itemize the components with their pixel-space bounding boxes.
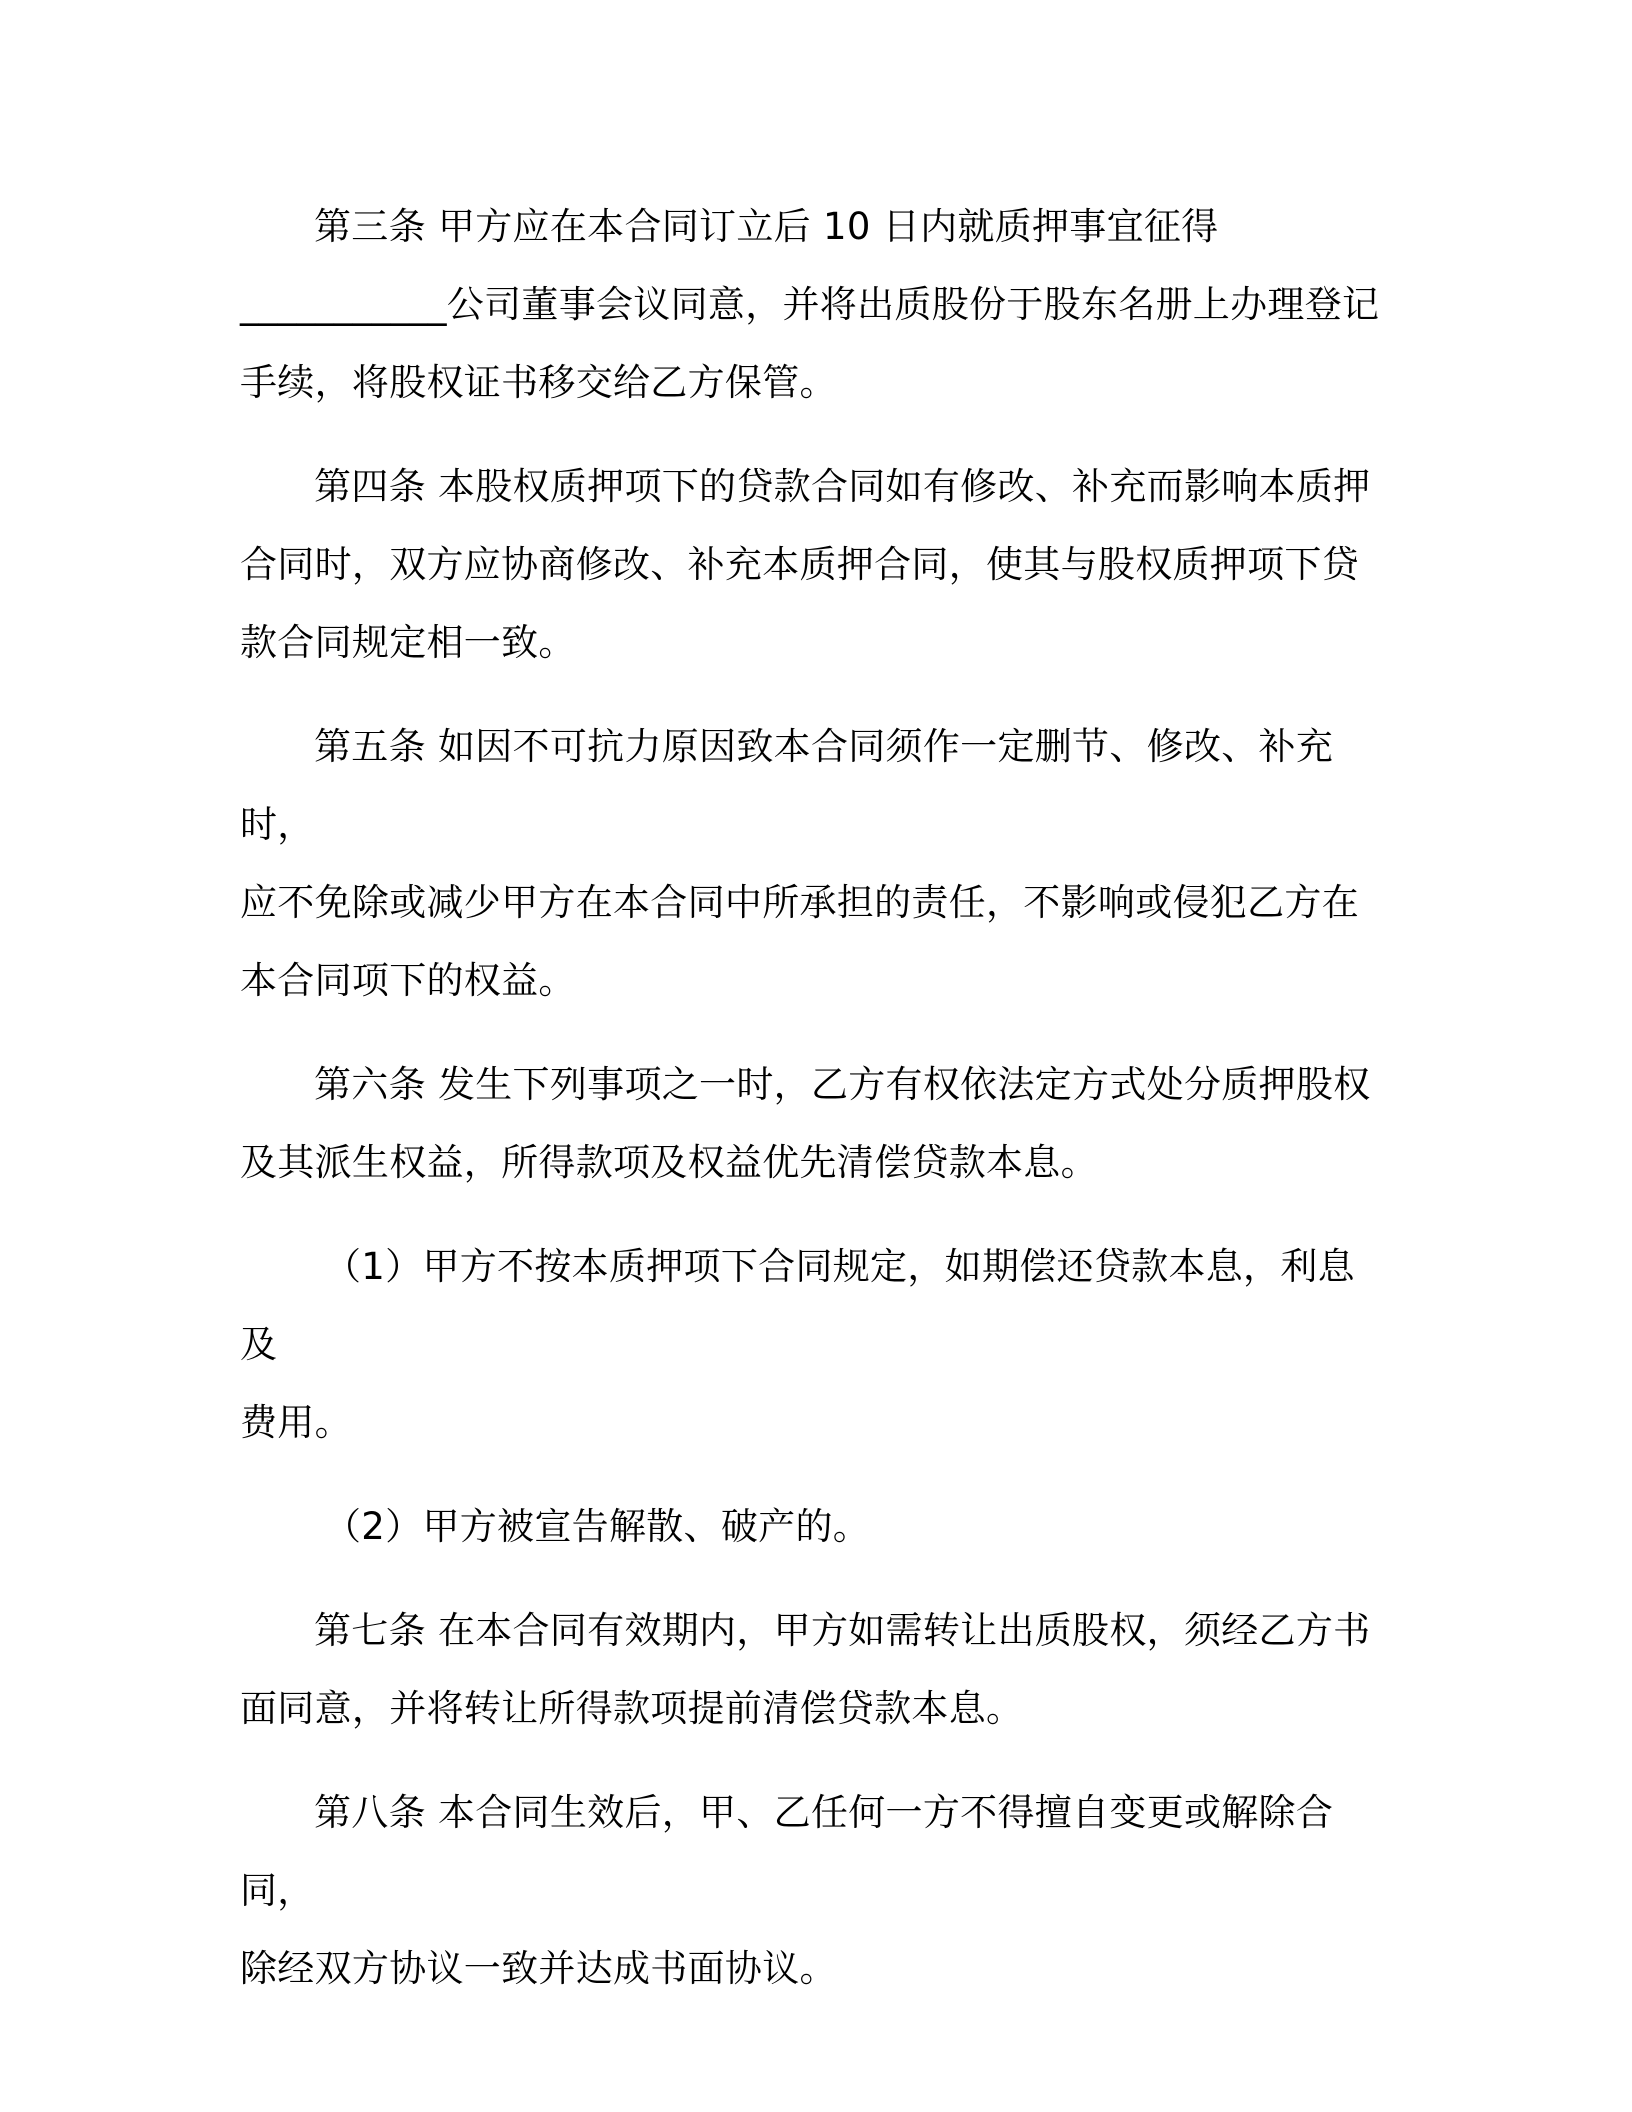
article-3-line-3: 手续，将股权证书移交给乙方保管。 xyxy=(240,361,837,404)
article-5-line-3: 本合同项下的权益。 xyxy=(240,959,576,1002)
article-3-line-2: ___________公司董事会议同意，并将出质股份于股东名册上办理登记 xyxy=(240,283,1380,326)
article-5-line-2: 应不免除或减少甲方在本合同中所承担的责任，不影响或侵犯乙方在 xyxy=(240,881,1359,924)
article-7 xyxy=(240,1592,1392,1748)
article-8-line-1: 第八条 本合同生效后，甲、乙任何一方不得擅自变更或解除合同， xyxy=(240,1791,1334,1912)
article-4-line-2: 合同时，双方应协商修改、补充本质押合同，使其与股权质押项下贷 xyxy=(240,543,1359,586)
article-6-item-1-line-2: 费用。 xyxy=(240,1401,352,1444)
document-body xyxy=(240,188,1392,2034)
article-6-line-1: 第六条 发生下列事项之一时，乙方有权依法定方式处分质押股权 xyxy=(314,1063,1371,1106)
article-4-line-3: 款合同规定相一致。 xyxy=(240,621,576,664)
article-8-line-2: 除经双方协议一致并达成书面协议。 xyxy=(240,1947,837,1990)
article-6-item-1-line-1: （1）甲方不按本质押项下合同规定，如期偿还贷款本息，利息及 xyxy=(240,1245,1355,1366)
article-4 xyxy=(240,448,1392,682)
article-6-item-2-line-1: （2）甲方被宣告解散、破产的。 xyxy=(324,1505,871,1548)
article-7-line-2: 面同意，并将转让所得款项提前清偿贷款本息。 xyxy=(240,1687,1024,1730)
article-8 xyxy=(240,1774,1392,2008)
article-6-line-2: 及其派生权益，所得款项及权益优先清偿贷款本息。 xyxy=(240,1141,1098,1184)
article-7-line-1: 第七条 在本合同有效期内，甲方如需转让出质股权，须经乙方书 xyxy=(314,1609,1371,1652)
article-6-item-2 xyxy=(240,1488,1392,1566)
article-5-line-1: 第五条 如因不可抗力原因致本合同须作一定删节、修改、补充时， xyxy=(240,725,1334,846)
article-6 xyxy=(240,1046,1392,1202)
article-6-item-1 xyxy=(240,1228,1392,1462)
article-4-line-1: 第四条 本股权质押项下的贷款合同如有修改、补充而影响本质押 xyxy=(314,465,1371,508)
article-3 xyxy=(240,188,1392,422)
article-3-line-1: 第三条 甲方应在本合同订立后 10 日内就质押事宜征得 xyxy=(314,205,1219,248)
article-5 xyxy=(240,708,1392,1020)
